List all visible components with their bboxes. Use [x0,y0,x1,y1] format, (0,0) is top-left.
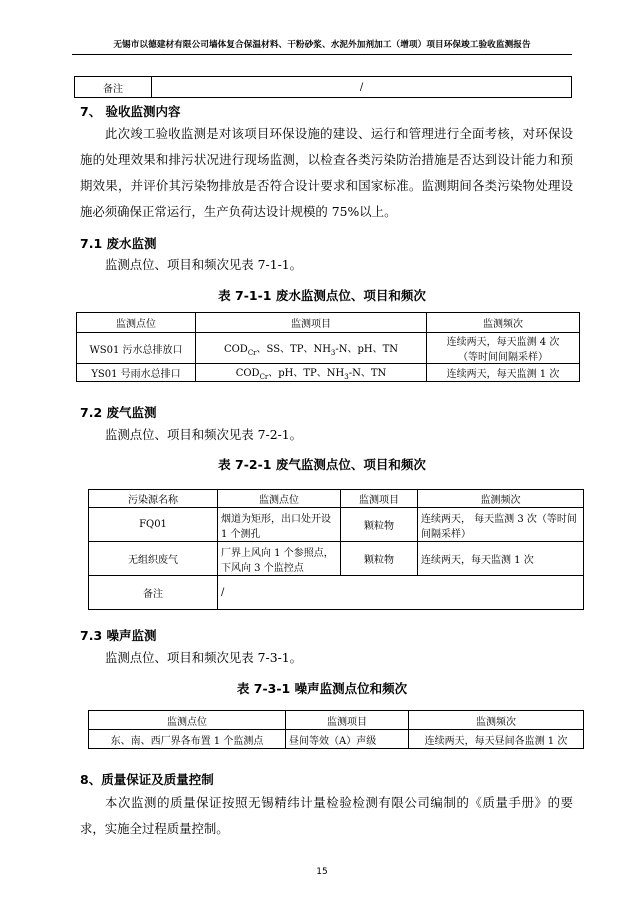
table-row [77,364,580,382]
section-7-1-intro: 监测点位、项目和频次见表 7-1-1。 [105,257,303,272]
table-row [89,542,584,576]
col-header: 监测频次 [409,711,584,730]
section-8-heading: 8、质量保证及质量控制 [80,772,214,787]
table-row [89,576,584,610]
table-7-1-1-caption: 表 7-1-1 废水监测点位、项目和频次 [218,288,426,303]
table-row [89,730,584,749]
col-header: 监测项目 [341,490,418,508]
item-cell: 颗粒物 [341,508,418,542]
table-row [89,508,584,542]
page-number: 15 [316,867,328,877]
section-7-3-intro: 监测点位、项目和频次见表 7-3-1。 [105,650,303,665]
section-7-2-heading: 7.2 废气监测 [80,405,157,420]
point-cell: WS01 污水总排放口 [77,333,196,364]
freq-cell: 连续两天，每天监测 1 次 [427,364,580,382]
point-cell: 厂界上风向 1 个参照点，下风向 3 个监控点 [218,542,341,576]
col-header: 监测项目 [196,313,427,333]
col-header: 污染源名称 [89,490,218,508]
col-header: 监测频次 [427,313,580,333]
waste-gas-table [88,489,584,610]
report-header: 无锡市以德建材有限公司墙体复合保温材料、干粉砂浆、水泥外加剂加工（增项）项目环保竣工验收监测报告 [72,38,572,55]
point-cell: YS01 号雨水总排口 [77,364,196,382]
remark-value: / [152,77,572,98]
col-header: 监测项目 [286,711,409,730]
point-cell: 烟道为矩形，出口处开设 1 个测孔 [218,508,341,542]
table-row [77,333,580,364]
table-7-3-1-caption: 表 7-3-1 噪声监测点位和频次 [236,681,408,696]
freq-cell: 连续两天，每天监测 1 次 [418,542,584,576]
noise-table [88,710,584,749]
point-cell: 东、南、西厂界各布置 1 个监测点 [89,730,286,749]
col-header: 监测点位 [89,711,286,730]
wastewater-table [76,312,580,382]
remark-label: 备注 [89,576,218,610]
freq-cell: 连续两天，每天昼间各监测 1 次 [409,730,584,749]
remark-label: 备注 [75,77,152,98]
item-cell: 颗粒物 [341,542,418,576]
remark-table [74,76,572,98]
section-7-3-heading: 7.3 噪声监测 [80,628,157,643]
source-cell: 无组织废气 [89,542,218,576]
item-cell: 昼间等效（A）声级 [286,730,409,749]
col-header: 监测点位 [218,490,341,508]
section-7-heading: 7、 验收监测内容 [80,104,181,119]
items-cell: $COD_{Cr}$、SS、TP、$NH_3-N$、pH、TN [196,333,427,364]
section-8-paragraph: 本次监测的质量保证按照无锡精纬计量检验检测有限公司编制的《质量手册》的要求，实施全过程质量控制。 [80,795,573,836]
col-header: 监测点位 [77,313,196,333]
table-7-2-1-caption: 表 7-2-1 废气监测点位、项目和频次 [218,457,426,472]
col-header: 监测频次 [418,490,584,508]
freq-cell: 连续两天， 每天监测 3 次（等时间间隔采样） [418,508,584,542]
remark-value: / [218,576,584,610]
freq-cell: 连续两天，每天监测 4 次 （等时间间隔采样） [427,333,580,364]
source-cell: FQ01 [89,508,218,542]
section-7-2-intro: 监测点位、项目和频次见表 7-2-1。 [105,427,303,442]
items-cell: $COD_{Cr}$、pH、TP、$NH_3-N$、TN [196,364,427,382]
section-7-paragraph: 此次竣工验收监测是对该项目环保设施的建设、运行和管理进行全面考核，对环保设施的处理效果和排污状况进行现场监测，以检查各类污染防治措施是否达到设计能力和预期效果，并评价其污染物排放是否符合设计要求和国家标准。监测期间各类污染物处理设施必须确保正常运行，生产负荷达设计规模的 75%以上。 [80,126,573,219]
section-7-1-heading: 7.1 废水监测 [80,236,157,251]
